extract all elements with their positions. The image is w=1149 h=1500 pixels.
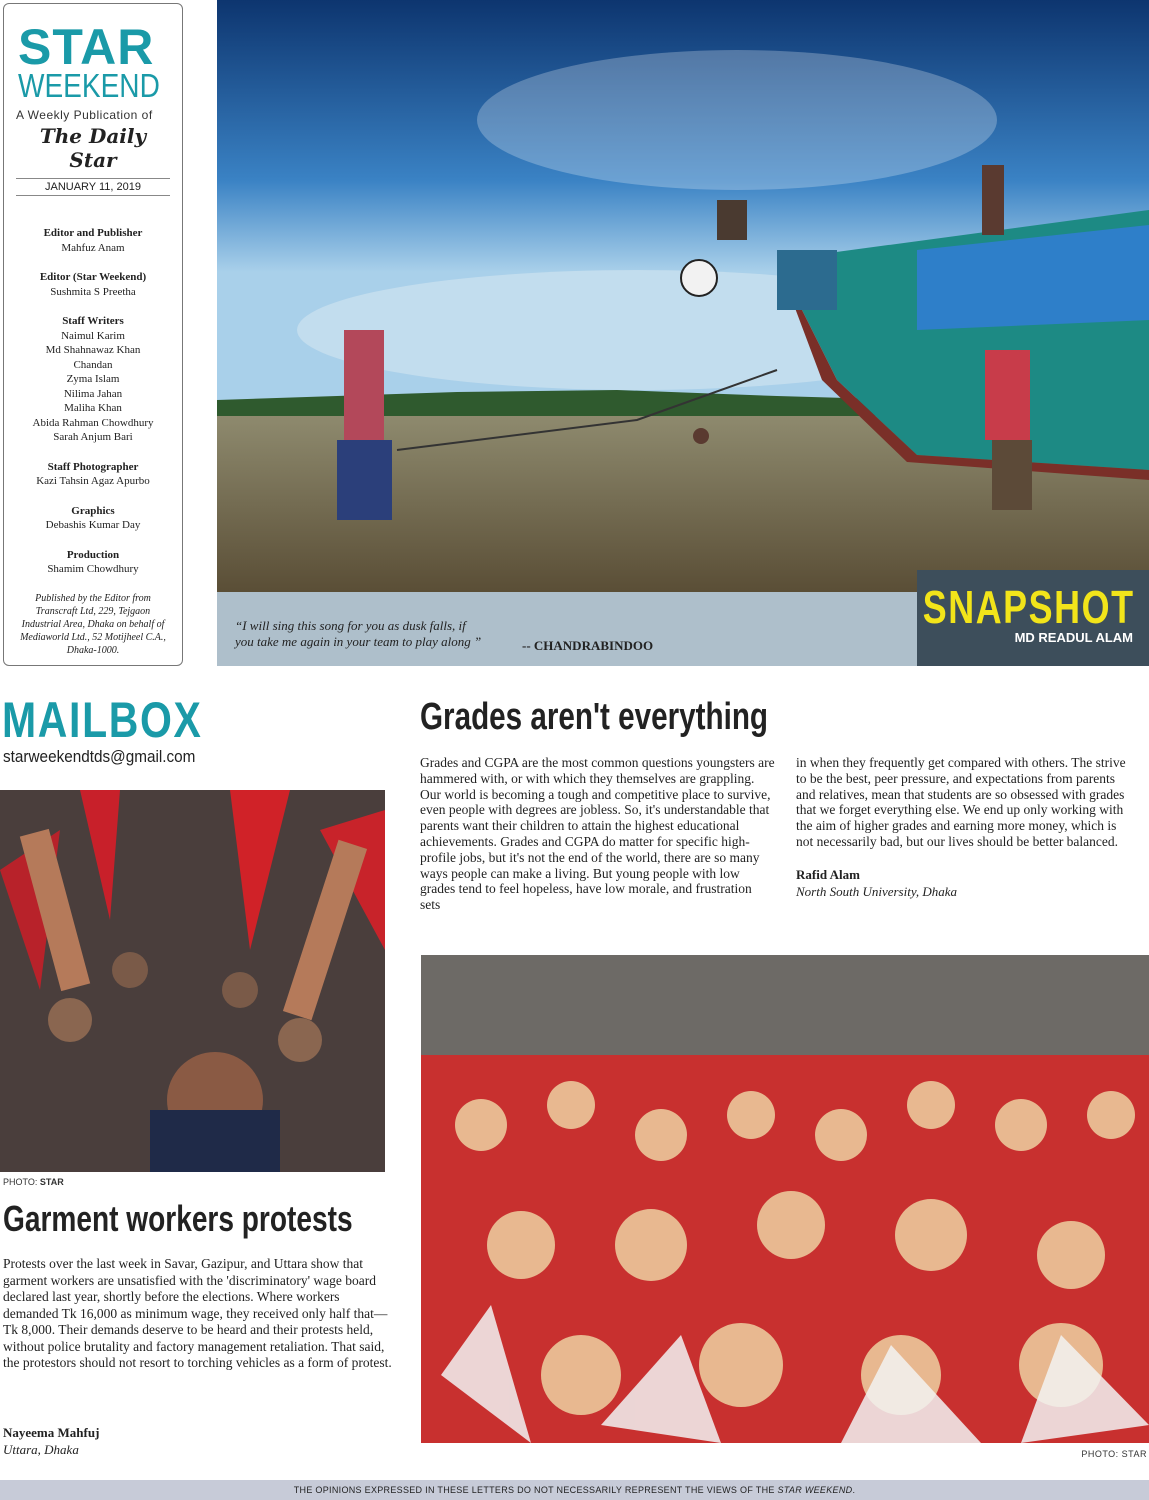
issue-date: JANUARY 11, 2019 (16, 178, 170, 196)
grades-location: North South University, Dhaka (796, 883, 958, 899)
credit-name: Debashis Kumar Day (45, 519, 141, 531)
credit-name: Zyma Islam (66, 373, 120, 385)
credit-name: Kazi Tahsin Agaz Apurbo (36, 475, 150, 487)
students-illustration (421, 955, 1149, 1443)
grades-column-2 (796, 755, 1136, 900)
parent-paper-logo: The Daily Star (39, 124, 147, 172)
photo-credit-source: STAR (39, 1177, 64, 1187)
staff-credits (16, 226, 170, 577)
grades-headline: Grades aren't everything (420, 696, 769, 738)
credit-title: Editor and Publisher (43, 227, 143, 239)
grades-column-1: Grades and CGPA are the most common questions youngsters are hammered with, or with which they themselves are grappling. Our world is becoming a tough and competitive place to survive, even people with degrees are jobless. So, it's understandable that parents want their children to attain the highest educational achievements. Grades and CGPA do matter for specific high-profile jobs, but it's not the end of the world, there are so many ways people can make a living. But young people with low grades tend to feel hopeless, have low morale, and frustration sets (420, 755, 775, 913)
credit-group (16, 270, 170, 299)
photo-credit-right: PHOTO: STAR (1081, 1449, 1147, 1459)
credit-name: Abida Rahman Chowdhury (32, 416, 154, 429)
footer-end: . (852, 1485, 856, 1495)
credit-name: Maliha Khan (64, 402, 122, 414)
credit-name: Mahfuz Anam (61, 241, 125, 254)
credit-name: Md Shahnawaz Khan (45, 344, 141, 356)
garment-location: Uttara, Dhaka (3, 1442, 79, 1457)
garment-signature (3, 1424, 99, 1458)
credit-name: Naimul Karim (61, 329, 125, 342)
logo-subtitle: A Weekly Publication of (16, 108, 153, 122)
students-photo (421, 955, 1149, 1443)
snapshot-photo (217, 0, 1149, 592)
credit-group (16, 226, 170, 255)
garment-headline: Garment workers protests (3, 1198, 353, 1239)
grades-column-2-text: in when they frequently get compared with others. The strive to be the best, peer pressure, and expectations from parents and relatives, mean that students are so obsessed with grades that we forget everything else. We end up only working with the aim of higher grades and earning more money, which is not necessarily bad, but our lives should be better balanced. (796, 755, 1126, 849)
grades-signature (796, 866, 1136, 900)
quote-line-1: “I will sing this song for you as dusk falls, if (235, 618, 466, 633)
snapshot-label-box (917, 570, 1149, 666)
credit-title: Staff Writers (62, 315, 124, 327)
photo-credit-label: PHOTO: (3, 1177, 38, 1187)
credit-title: Staff Photographer (47, 460, 139, 473)
credit-name: Sushmita S Preetha (50, 285, 136, 298)
credit-name: Shamim Chowdhury (47, 563, 139, 575)
credit-name: Nilima Jahan (63, 387, 123, 400)
credit-group (16, 314, 170, 445)
footer-publication: STAR WEEKEND (777, 1485, 853, 1495)
credit-name: Chandan (73, 358, 113, 371)
masthead-box (3, 3, 183, 666)
snapshot-illustration (217, 0, 1149, 592)
logo-weekend: WEEKEND (18, 67, 160, 104)
credit-title: Production (66, 548, 120, 561)
quote-line-2: you take me again in your team to play along ” (235, 634, 482, 649)
grades-author: Rafid Alam (796, 866, 860, 882)
mailbox-email-link[interactable]: starweekendtds@gmail.com (3, 747, 196, 766)
snapshot-photographer: MD READUL ALAM (1014, 630, 1133, 645)
credit-group (16, 460, 170, 489)
credit-group (16, 548, 170, 577)
publisher-note: Published by the Editor from Transcraft Ltd, 229, Tejgaon Industrial Area, Dhaka on behalf of Mediaworld Ltd., 52 Motijheel C.A., Dhaka-1000. (20, 592, 166, 656)
logo-star: STAR (18, 19, 155, 75)
footer-disclaimer (0, 1480, 1149, 1500)
garment-author: Nayeema Mahfuj (3, 1425, 100, 1440)
snapshot-title: SNAPSHOT (923, 581, 1135, 633)
mailbox-title: MAILBOX (2, 692, 203, 748)
photo-credit-left (3, 1177, 64, 1187)
garment-body: Protests over the last week in Savar, Gazipur, and Uttara show that garment workers are unsatisfied with the 'discriminatory' wage board declared last year, shortly before the elections. Where workers demanded Tk 16,000 as minimum wage, they received only half that—Tk 8,000. Their demands deserve to be heard and their protests held, without police brutality and factory management retaliation. That said, the protestors should not resort to torching vehicles as a form of protest. (3, 1256, 392, 1370)
snapshot-caption-band (217, 581, 1149, 666)
credit-group (16, 504, 170, 533)
protest-photo (0, 790, 385, 1172)
credit-title: Graphics (71, 504, 115, 517)
snapshot-quote (235, 618, 481, 650)
footer-text: THE OPINIONS EXPRESSED IN THESE LETTERS DO NOT NECESSARILY REPRESENT THE VIEWS OF THE (293, 1485, 775, 1495)
credit-title: Editor (Star Weekend) (39, 271, 147, 283)
protest-illustration (0, 790, 385, 1172)
credit-name: Sarah Anjum Bari (53, 431, 133, 443)
quote-credit: -- CHANDRABINDOO (522, 638, 654, 653)
